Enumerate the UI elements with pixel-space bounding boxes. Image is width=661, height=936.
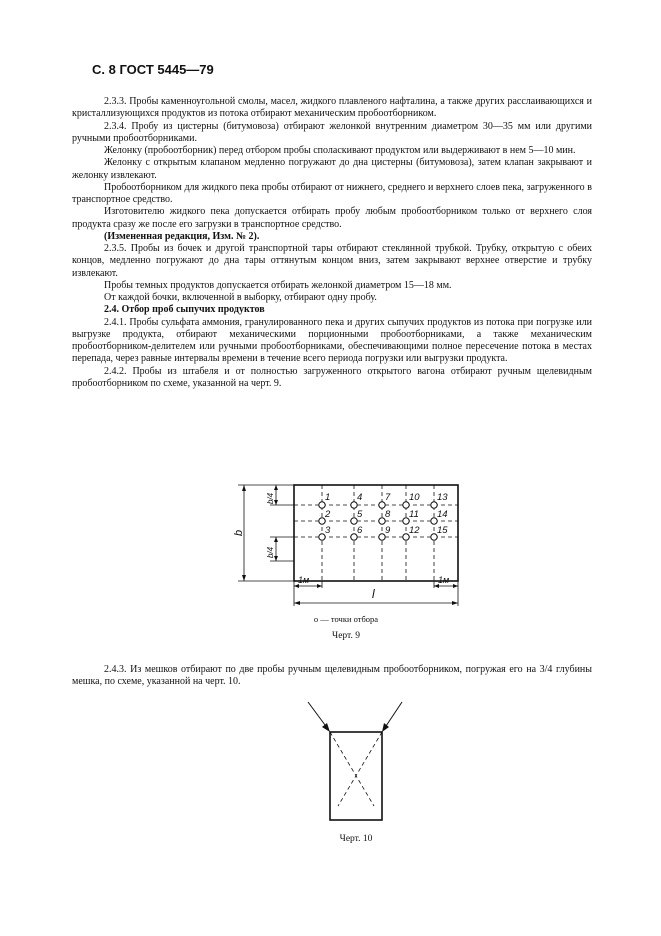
dim-1m-right-label: 1м	[438, 575, 450, 585]
paragraph-manufacturer: Изготовителю жидкого пека допускается отбирать пробу любым пробоотборником только от верхнего слоя продукта сразу же после его загрузки в транспортное средство.	[72, 206, 592, 230]
dim-b4-top-label: b/4	[266, 492, 275, 504]
paragraph-rinse: Желонку (пробоотборник) перед отбором пробы споласкивают продуктом или выдерживают в нем 5—10 мин.	[104, 145, 576, 156]
point-label: 4	[357, 492, 363, 503]
point-label: 8	[385, 509, 391, 520]
paragraph-2-4-2: 2.4.2. Пробы из штабеля и от полностью загруженного открытого вагона отбирают ручным щелевидным пробоотборником по схеме, указанной на черт. 9.	[72, 365, 592, 389]
paragraph-2-3-4: 2.3.4. Пробу из цистерны (битумовоза) отбирают желонкой внутренним диаметром 30—35 мм или другими ручными пробоотборниками.	[72, 120, 592, 144]
paragraph-layers: Пробоотборником для жидкого пека пробы отбирают от нижнего, среднего и верхнего слоев пека, загруженного в транспортное средство.	[72, 181, 592, 205]
point-label: 10	[409, 492, 420, 503]
figure-9-legend: о — точки отбора	[313, 614, 379, 624]
point-label: 1	[325, 492, 331, 503]
paragraph-2-4-3-block	[72, 664, 592, 689]
point-label: 5	[357, 509, 363, 520]
pile-outline	[294, 485, 458, 581]
point-label: 13	[437, 492, 448, 503]
paragraph-each-barrel: От каждой бочки, включенной в выборку, отбирают одну пробу.	[104, 292, 377, 303]
paragraph-2-4-1: 2.4.1. Пробы сульфата аммония, гранулированного пека и других сыпучих продуктов из потока при погрузке или выгрузке продукта, отбирают механическими порционными пробоотборниками, а также механическим пробоотборником-делителем или ручными пробоотборниками, обеспечивающими полное пересечение потока в местах перепада, через равные интервалы времени в течение всего периода погрузки или выгрузки продукта.	[72, 316, 592, 365]
point-label: 3	[325, 525, 331, 536]
point-label: 11	[409, 509, 419, 520]
paragraph-dark-products: Пробы темных продуктов допускается отбирать желонкой диаметром 15—18 мм.	[104, 279, 452, 291]
paragraph-2-3-5: 2.3.5. Пробы из бочек и другой транспортной тары отбирают стеклянной трубкой. Трубку, открытую с обеих концов, медленно погружают до дна тары оттянутым концом вниз, затем закрывают верхнее отверстие и трубку извлекают.	[72, 243, 592, 279]
point-label: 2	[325, 509, 331, 520]
paragraph-2-4-3: 2.4.3. Из мешков отбирают по две пробы ручным щелевидным пробоотборником, погружая его на 3/4 глубины мешка, по схеме, указанной на черт. 10.	[72, 664, 592, 688]
point-label: 12	[409, 525, 420, 536]
figure-9	[233, 476, 476, 608]
paragraph-2-3-3: 2.3.3. Пробы каменноугольной смолы, масел, жидкого плавленого нафталина, а также других расслаивающихся и кристаллизующихся продуктов из потока отбирают механическим пробоотборником.	[72, 96, 592, 120]
amendment-note: (Измененная редакция, Изм. № 2).	[104, 230, 260, 242]
paragraph-valve: Желонку с открытым клапаном медленно погружают до дна цистерны (битумовоза), затем клапан закрывают и желонку извлекают.	[72, 157, 592, 181]
dim-l-label: l	[372, 587, 375, 601]
point-label: 7	[385, 492, 391, 503]
probe-paths-dashed	[330, 732, 382, 806]
dim-b-label: b	[233, 529, 245, 536]
section-title-2-4: 2.4. Отбор проб сыпучих продуктов	[104, 304, 265, 316]
point-label: 6	[357, 525, 363, 536]
point-label: 15	[437, 525, 448, 536]
grid-lines	[294, 485, 458, 581]
dim-1m-left-label: 1м	[298, 575, 310, 585]
figure-10	[300, 696, 410, 826]
point-labels	[324, 492, 448, 536]
body-text	[72, 96, 592, 390]
dim-b4-bottom-label: b/4	[266, 546, 275, 558]
probe-arrows	[308, 702, 402, 729]
page-header: С. 8 ГОСТ 5445—79	[92, 62, 214, 77]
figure-9-caption: Черт. 9	[332, 631, 360, 641]
point-label: 9	[385, 525, 391, 536]
point-label: 14	[437, 509, 448, 520]
figure-10-caption: Черт. 10	[339, 834, 373, 844]
